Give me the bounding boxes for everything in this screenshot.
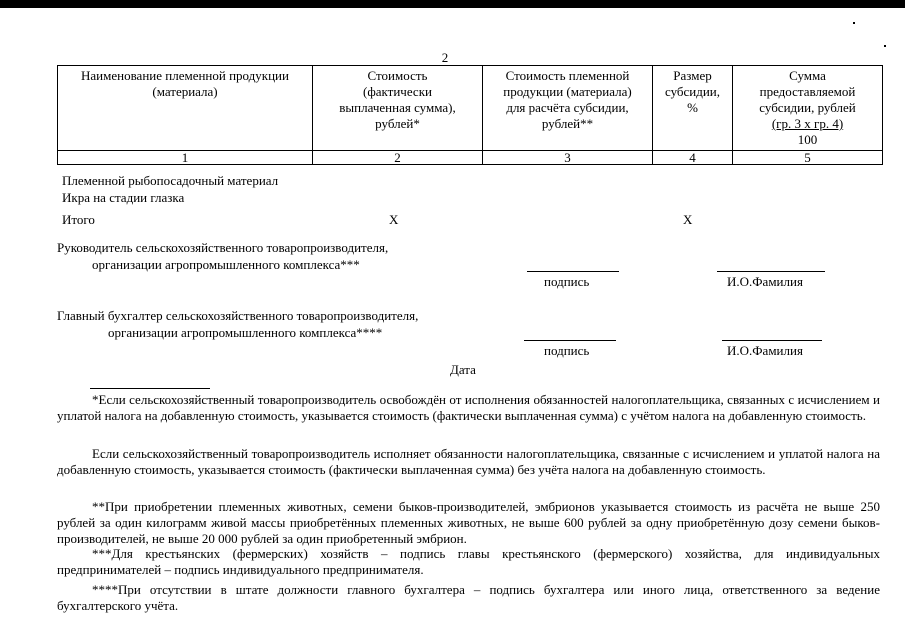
column-number: 2	[313, 151, 483, 165]
header-subsidy-amount: Сумма предоставляемой субсидии, рублей (гр. 3 х гр. 4) 100	[733, 66, 883, 151]
accountant-signatory-title: Главный бухгалтер сельскохозяйственного товаропроизводителя,	[57, 308, 419, 323]
total-col4-mark: Х	[683, 212, 693, 227]
footnote-2: **При приобретении племенных животных, семени быков-производителей, эмбрионов указывается стоимость из расчёта не выше 250 рублей за один килограмм живой массы приобретённых племенных животных, не выше 600 рублей за одну приобретённую дозу семени быков-производителей, не выше 20 000 рублей за один приобретенный эмбрион.	[57, 499, 880, 546]
accountant-name-caption: И.О.Фамилия	[727, 343, 803, 358]
page-number: 2	[441, 50, 449, 65]
column-number-row	[58, 151, 883, 165]
footnote-1: *Если сельскохозяйственный товаропроизводитель освобождён от исполнения обязанностей налогоплательщика, связанных с исчислением и уплатой налога на добавленную стоимость, указывается стоимость (фактически выплаченная сумма) с учётом налога на добавленную стоимость.	[57, 392, 880, 423]
footnote-3: ***Для крестьянских (фермерских) хозяйств – подпись главы крестьянского (фермерского) хозяйства, для индивидуальных предпринимателей – подпись индивидуального предпринимателя.	[57, 546, 880, 577]
footnote-separator	[90, 388, 210, 389]
header-subsidy-base-cost: Стоимость племенной продукции (материала) для расчёта субсидии, рублей**	[483, 66, 653, 151]
head-signatory-title: Руководитель сельскохозяйственного товаропроизводителя,	[57, 240, 389, 255]
accountant-signature-line	[524, 340, 616, 341]
footnote-4: ****При отсутствии в штате должности главного бухгалтера – подпись бухгалтера или иного лица, ответственного за ведение бухгалтерского учёта.	[57, 582, 880, 613]
header-actual-cost: Стоимость (фактически выплаченная сумма), рублей*	[313, 66, 483, 151]
table-header-row	[58, 66, 883, 151]
formula: (гр. 3 х гр. 4)	[771, 116, 844, 131]
column-number: 4	[653, 151, 733, 165]
head-name-caption: И.О.Фамилия	[727, 274, 803, 289]
date-label: Дата	[450, 362, 476, 377]
total-col2-mark: Х	[389, 212, 399, 227]
row-eyed-eggs: Икра на стадии глазка	[62, 190, 185, 205]
column-number: 1	[58, 151, 313, 165]
footnote-1-cont: Если сельскохозяйственный товаропроизводитель исполняет обязанности налогоплательщика, связанные с исчислением и уплатой налога на добавленную стоимость, указывается стоимость (фактически выплаченная сумма) без учёта налога на добавленную стоимость.	[57, 446, 880, 477]
header-subsidy-rate: Размер субсидии, %	[653, 66, 733, 151]
accountant-signatory-title-cont: организации агропромышленного комплекса****	[108, 325, 383, 340]
head-name-line	[717, 271, 825, 272]
subsidy-table	[57, 65, 883, 165]
scan-top-border	[0, 0, 905, 8]
column-number: 3	[483, 151, 653, 165]
column-number: 5	[733, 151, 883, 165]
header-product-name: Наименование племенной продукции (материала)	[58, 66, 313, 151]
scan-speck	[853, 22, 855, 24]
accountant-name-line	[722, 340, 822, 341]
row-fish-material: Племенной рыбопосадочный материал	[62, 173, 279, 188]
formula-denominator: 100	[797, 132, 818, 147]
accountant-signature-caption: подпись	[544, 343, 590, 358]
head-signature-caption: подпись	[544, 274, 590, 289]
head-signature-line	[527, 271, 619, 272]
head-signatory-title-cont: организации агропромышленного комплекса***	[92, 257, 360, 272]
row-total-label: Итого	[62, 212, 95, 227]
scan-speck	[884, 45, 886, 47]
